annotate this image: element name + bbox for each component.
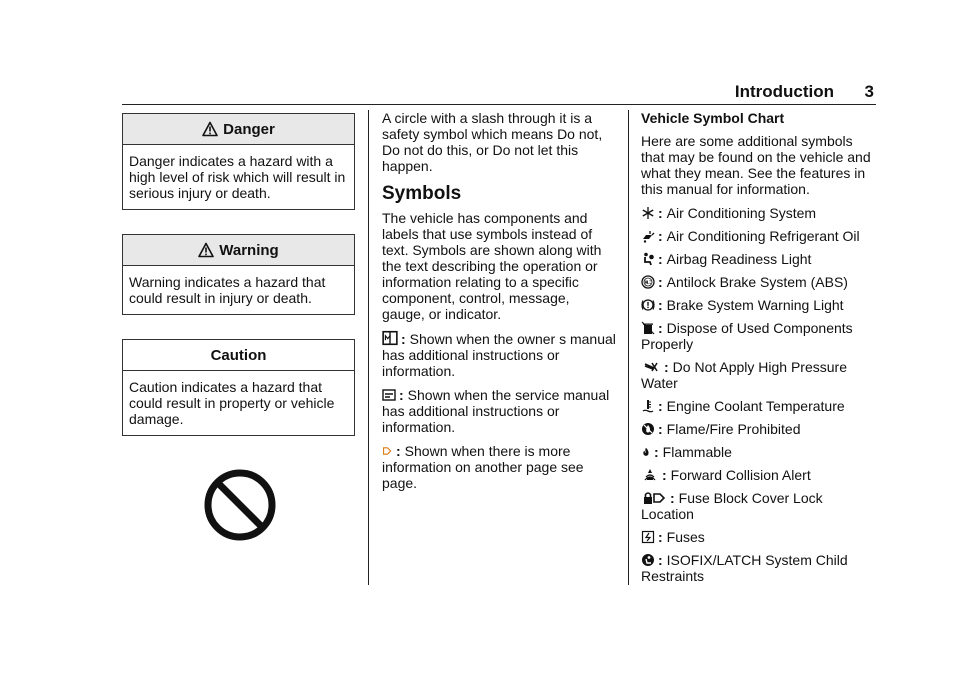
symbols-intro: The vehicle has components and labels that use symbols instead of text. Symbols are shown along with the text describing the operation or information relating to a specific component, control, message, gauge, or indicator. — [382, 210, 602, 322]
owner-manual-text: Shown when the owner s manual has additional instructions or information. — [382, 331, 616, 379]
more-info-text: Shown when there is more information on another page see page. — [382, 443, 584, 491]
symbol-item — [641, 251, 877, 267]
symbol-chart-title: Vehicle Symbol Chart — [641, 110, 785, 126]
symbol-text: Flammable — [662, 444, 732, 460]
fuse-icon — [641, 530, 655, 544]
symbol-item — [641, 359, 877, 391]
circle-slash-text: A circle with a slash through it is a safety symbol which means Do not, Do not do this, or Do not let this happen. — [382, 110, 603, 174]
warning-box-header — [123, 235, 354, 266]
symbol-colon: : — [658, 421, 663, 437]
symbol-colon: : — [664, 359, 669, 375]
section-title: Introduction — [734, 82, 834, 101]
symbols-heading: Symbols — [382, 183, 462, 204]
column-right — [641, 110, 877, 591]
symbol-colon: : — [670, 490, 675, 506]
owner-manual-icon — [382, 330, 398, 346]
symbol-item — [641, 228, 877, 244]
symbol-text: Dispose of Used Components Properly — [641, 320, 853, 352]
danger-title: Danger — [223, 120, 275, 138]
flammable-icon — [641, 445, 651, 459]
symbol-text: Fuse Block Cover Lock Location — [641, 490, 823, 522]
no-pressure-water-icon — [641, 360, 661, 374]
prohibition-symbol-icon — [203, 468, 277, 542]
symbol-item — [641, 274, 877, 290]
abs-icon — [641, 275, 655, 289]
symbol-text: Do Not Apply High Pressure Water — [641, 359, 847, 391]
symbol-colon: : — [658, 251, 663, 267]
warning-box — [122, 234, 355, 315]
symbol-colon: : — [658, 529, 663, 545]
warning-text: Warning indicates a hazard that could result in injury or death. — [129, 274, 326, 306]
symbol-colon: : — [658, 205, 663, 221]
symbol-text: Air Conditioning Refrigerant Oil — [666, 228, 860, 244]
symbol-colon: : — [658, 398, 663, 414]
arrow-right-icon — [382, 444, 393, 458]
caution-title: Caution — [210, 346, 267, 364]
more-info-entry — [382, 443, 616, 491]
symbol-colon: : — [658, 228, 663, 244]
page-header — [122, 82, 876, 105]
symbol-item — [641, 467, 877, 483]
symbol-colon: : — [396, 443, 401, 459]
warning-title: Warning — [219, 241, 279, 259]
service-manual-text: Shown when the service manual has additional instructions or information. — [382, 387, 610, 435]
airbag-icon — [641, 252, 655, 266]
symbol-text: Fuses — [666, 529, 705, 545]
owner-manual-entry — [382, 330, 616, 379]
symbol-colon: : — [399, 387, 404, 403]
coolant-temp-icon — [641, 399, 655, 413]
symbol-item — [641, 320, 877, 352]
symbol-text: ISOFIX/LATCH System Child Restraints — [641, 552, 848, 584]
caution-box — [122, 339, 355, 436]
danger-box — [122, 113, 355, 210]
symbol-chart-intro: Here are some additional symbols that may be found on the vehicle and what they mean. See the features in this manual for information. — [641, 133, 871, 197]
service-manual-entry — [382, 387, 616, 435]
symbol-text: Brake System Warning Light — [666, 297, 844, 313]
symbol-colon: : — [401, 331, 406, 347]
page-number: 3 — [864, 82, 874, 101]
symbol-item — [641, 398, 877, 414]
symbol-text: Engine Coolant Temperature — [666, 398, 845, 414]
symbol-text: Airbag Readiness Light — [666, 251, 812, 267]
brake-warning-icon — [641, 298, 655, 312]
symbol-text: Flame/Fire Prohibited — [666, 421, 801, 437]
snowflake-icon — [641, 206, 655, 220]
child-seat-icon — [641, 553, 655, 567]
column-divider-right — [628, 110, 629, 585]
symbol-item — [641, 444, 877, 460]
symbol-colon: : — [658, 320, 663, 336]
symbol-item — [641, 529, 877, 545]
warning-triangle-icon — [202, 121, 218, 137]
symbol-text: Air Conditioning System — [666, 205, 817, 221]
danger-box-header — [123, 114, 354, 145]
column-divider-left — [368, 110, 369, 585]
symbol-item — [641, 552, 877, 584]
column-middle — [382, 110, 616, 499]
caution-text: Caution indicates a hazard that could result in property or vehicle damage. — [129, 379, 335, 427]
symbol-colon: : — [654, 444, 659, 460]
symbol-colon: : — [658, 274, 663, 290]
symbol-colon: : — [662, 467, 667, 483]
warning-triangle-icon — [198, 242, 214, 258]
symbol-colon: : — [658, 552, 663, 568]
symbol-text: Antilock Brake System (ABS) — [666, 274, 848, 290]
symbol-colon: : — [658, 297, 663, 313]
danger-text: Danger indicates a hazard with a high level of risk which will result in serious injury or death. — [129, 153, 346, 201]
collision-alert-icon — [641, 468, 659, 482]
symbol-item — [641, 421, 877, 437]
dispose-icon — [641, 321, 655, 335]
flame-prohibited-icon — [641, 422, 655, 436]
service-manual-icon — [382, 388, 396, 402]
symbol-text: Forward Collision Alert — [670, 467, 811, 483]
symbol-item — [641, 490, 877, 522]
symbol-item — [641, 297, 877, 313]
symbol-item — [641, 205, 877, 221]
refrigerant-oil-icon — [641, 229, 655, 243]
caution-box-header — [123, 340, 354, 371]
fuse-lock-icon — [641, 491, 667, 505]
